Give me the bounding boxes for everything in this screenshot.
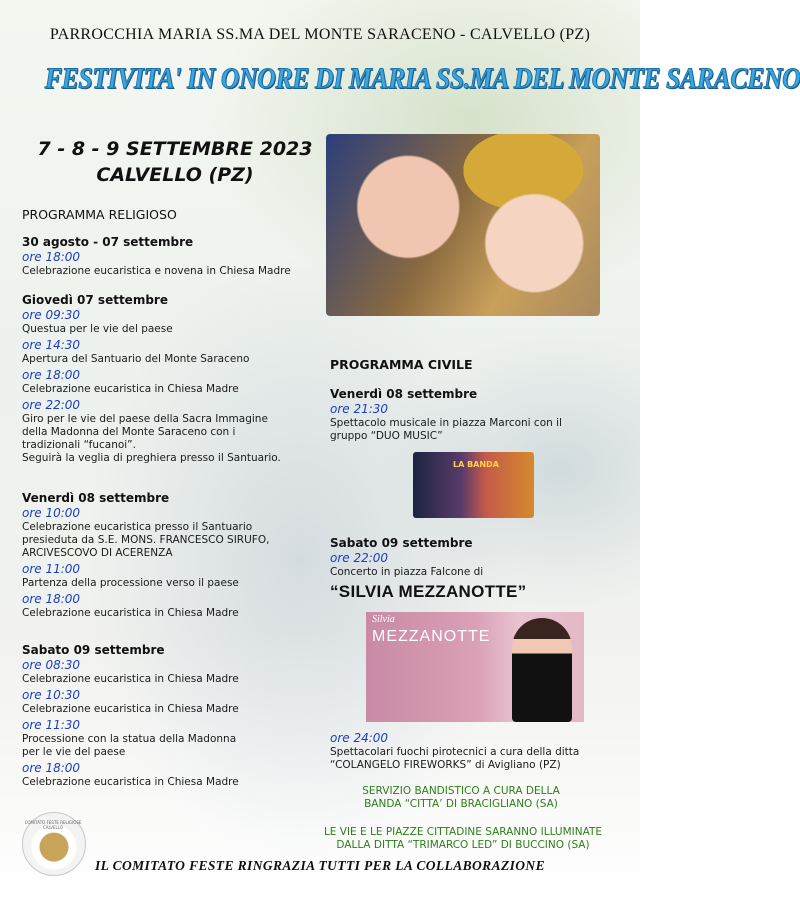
event-time: ore 14:30 [22, 338, 81, 352]
note-line: DALLA DITTA “TRIMARCO LED” DI BUCCINO (SA) [336, 839, 590, 851]
event-desc: Celebrazione eucaristica in Chiesa Madre [22, 673, 239, 685]
day-heading: Giovedì 07 settembre [22, 293, 168, 307]
event-desc: Celebrazione eucaristica in Chiesa Madre [22, 776, 239, 788]
day-heading: Venerdì 08 settembre [22, 491, 170, 505]
seal-text: COMITATO FESTE RELIGIOSE CALVELLO [24, 820, 82, 830]
civil-program-title: PROGRAMMA CIVILE [330, 357, 473, 372]
event-desc: Processione con la statua della Madonna [22, 733, 237, 745]
event-desc: Questua per le vie del paese [22, 323, 173, 335]
event-desc: Spettacolari fuochi pirotecnici a cura della ditta [330, 746, 580, 758]
event-dates [30, 136, 320, 188]
event-time: ore 18:00 [22, 368, 81, 382]
madonna-statue-photo [326, 134, 600, 316]
thanks-footer: IL COMITATO FESTE RINGRAZIA TUTTI PER LA COLLABORAZIONE [95, 858, 545, 873]
event-time: ore 11:30 [22, 718, 81, 732]
band-service-note [330, 785, 592, 811]
event-desc: Celebrazione eucaristica in Chiesa Madre [22, 703, 239, 715]
event-desc: Celebrazione eucaristica presso il Santuario [22, 521, 253, 533]
event-desc: Concerto in piazza Falcone di [330, 566, 484, 578]
day-heading: Sabato 09 settembre [22, 643, 165, 657]
day-block [22, 292, 322, 465]
day-block [22, 490, 322, 620]
event-time: ore 21:30 [330, 402, 389, 416]
location-line: CALVELLO (PZ) [96, 164, 254, 186]
event-desc: Celebrazione eucaristica e novena in Chiesa Madre [22, 265, 291, 277]
event-desc: gruppo “DUO MUSIC” [330, 430, 443, 442]
event-time: ore 10:30 [22, 688, 81, 702]
event-time: ore 11:00 [22, 562, 81, 576]
dates-line: 7 - 8 - 9 SETTEMBRE 2023 [37, 138, 313, 160]
event-desc: Seguirà la veglia di preghiera presso il Santuario. [22, 452, 281, 464]
note-line: BANDA “CITTA’ DI BRACIGLIANO (SA) [364, 798, 558, 810]
event-desc: per le vie del paese [22, 746, 126, 758]
band-logo-text: LA BANDA [453, 460, 499, 469]
event-time: ore 09:30 [22, 308, 81, 322]
event-desc: presieduta da S.E. MONS. FRANCESCO SIRUFO, [22, 534, 270, 546]
religious-program-title: PROGRAMMA RELIGIOSO [22, 207, 177, 222]
civil-saturday-block [330, 535, 620, 579]
event-time: ore 10:00 [22, 506, 81, 520]
event-desc: Apertura del Santuario del Monte Saraceno [22, 353, 250, 365]
event-desc: ARCIVESCOVO DI ACERENZA [22, 547, 173, 559]
event-desc: “COLANGELO FIREWORKS” di Avigliano (PZ) [330, 759, 561, 771]
lights-note [300, 826, 626, 852]
civil-friday-block [330, 386, 620, 443]
event-desc: della Madonna del Monte Saraceno con i [22, 426, 236, 438]
day-heading: Sabato 09 settembre [330, 536, 473, 550]
event-desc: tradizionali “fucanoi”. [22, 439, 136, 451]
event-time: ore 18:00 [22, 250, 81, 264]
event-time: ore 22:00 [22, 398, 81, 412]
day-heading: 30 agosto - 07 settembre [22, 235, 194, 249]
festival-title: FESTIVITA' IN ONORE DI MARIA SS.MA DEL MONTE SARACENO [44, 62, 800, 95]
day-heading: Venerdì 08 settembre [330, 387, 478, 401]
day-block [22, 642, 322, 789]
fireworks-block [330, 731, 630, 772]
event-desc: Spettacolo musicale in piazza Marconi con il [330, 417, 562, 429]
singer-figure [512, 618, 572, 722]
event-desc: Giro per le vie del paese della Sacra Immagine [22, 413, 268, 425]
event-desc: Celebrazione eucaristica in Chiesa Madre [22, 383, 239, 395]
event-time: ore 18:00 [22, 761, 81, 775]
event-desc: Celebrazione eucaristica in Chiesa Madre [22, 607, 239, 619]
event-time: ore 24:00 [330, 731, 389, 745]
note-line: LE VIE E LE PIAZZE CITTADINE SARANNO ILLUMINATE [323, 826, 603, 838]
note-line: SERVIZIO BANDISTICO A CURA DELLA [362, 785, 560, 797]
day-block [22, 234, 322, 278]
parish-header: PARROCCHIA MARIA SS.MA DEL MONTE SARACENO - CALVELLO (PZ) [49, 26, 591, 43]
event-time: ore 18:00 [22, 592, 81, 606]
event-time: ore 22:00 [330, 551, 389, 565]
artist-name: “SILVIA MEZZANOTTE” [330, 582, 527, 601]
event-desc: Partenza della processione verso il paese [22, 577, 239, 589]
artist-script-name: Silvia [372, 614, 395, 625]
event-time: ore 08:30 [22, 658, 81, 672]
artist-banner-name: MEZZANOTTE [372, 628, 491, 645]
